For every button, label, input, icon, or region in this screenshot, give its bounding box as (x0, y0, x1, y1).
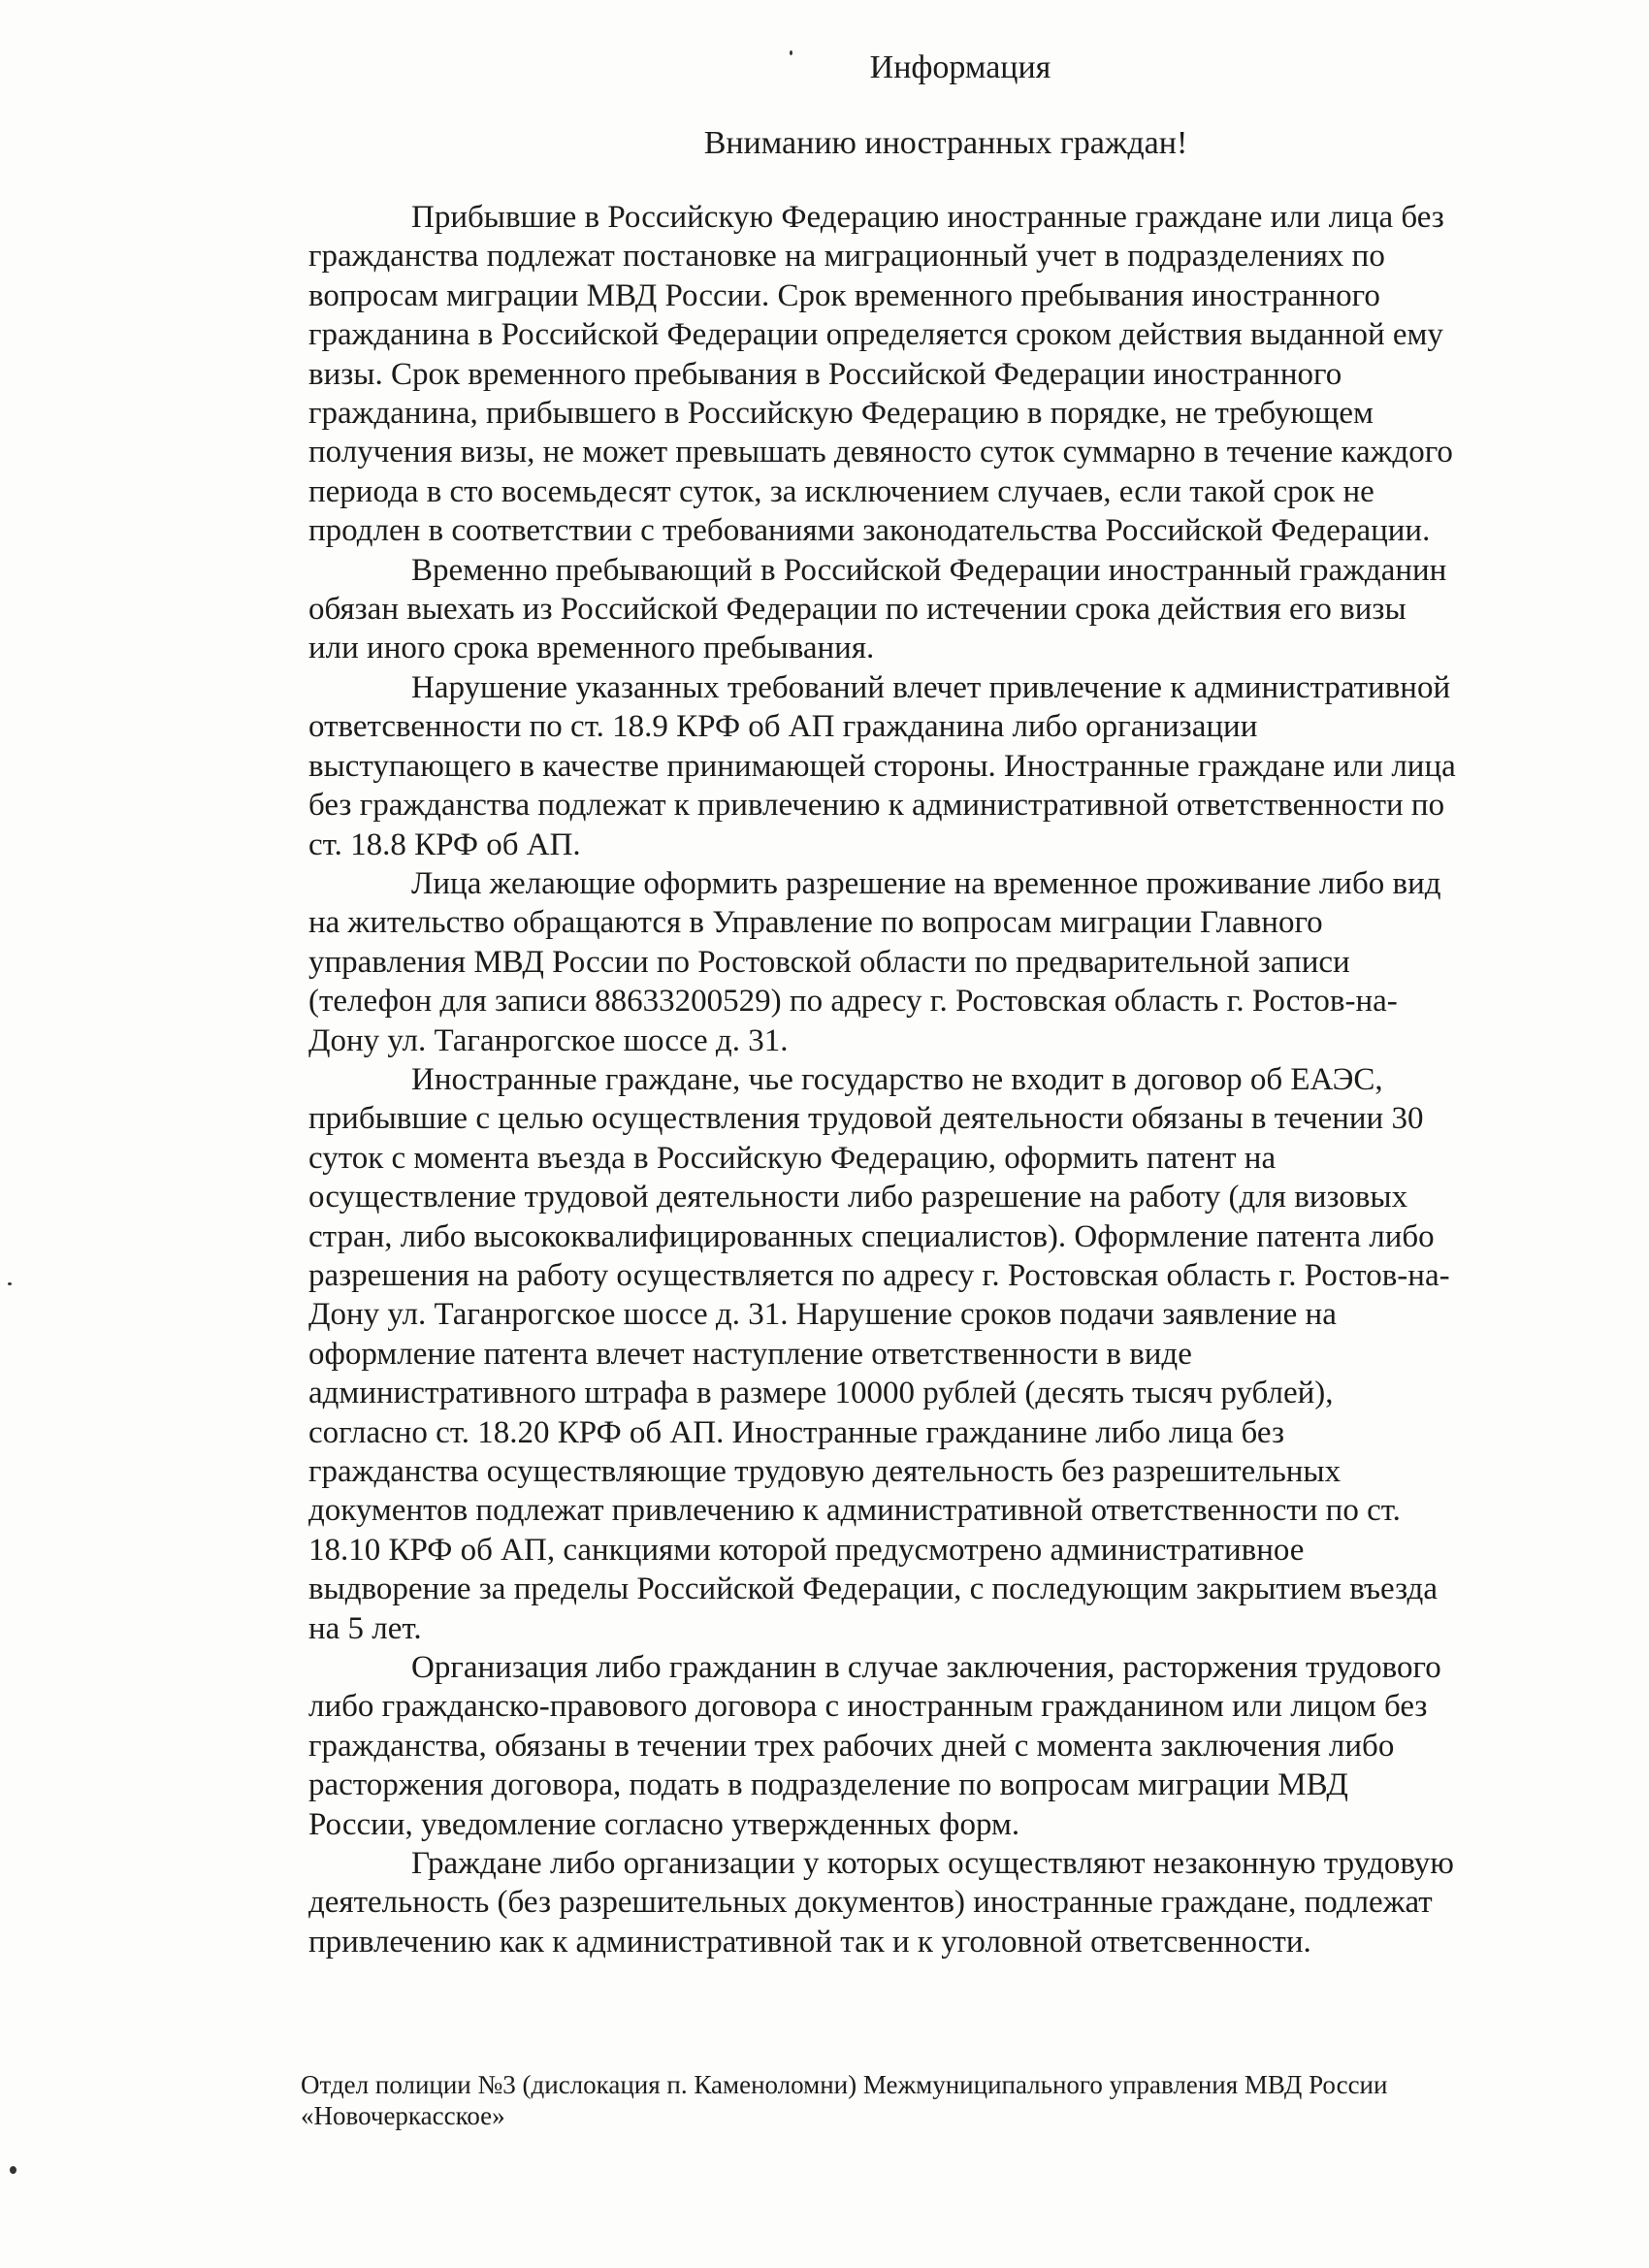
scan-speck-left (8, 1282, 12, 1285)
notice-body (308, 198, 1589, 1961)
scan-speck-bottom-left (10, 2166, 16, 2174)
paragraph-illegal-employment: Граждане либо организации у которых осуществляют незаконную трудовую деятельность (без разрешительных документов) иностранные граждане, подлежат привлечению как к административной так и к уголовной ответсвенности. (308, 1846, 1454, 1960)
page-title: Информация (869, 49, 1051, 85)
paragraph-registration: Прибывшие в Российскую Федерацию иностранные граждане или лица без гражданства подлежат постановке на миграционный учет в подразделениях по вопросам миграции МВД России. Срок временного пребывания иностранного гражданина в Российской Федерации определяется сроком действия выданной ему визы. Срок временного пребывания в Российской Федерации иностранного гражданина, прибывшего в Российскую Федерацию в порядке, не требующем получения визы, не может превышать девяносто суток суммарно в течение каждого периода в сто восемьдесят суток, за исключением случаев, если такой срок не продлен в соответствии с требованиями законодательства Российской Федерации. (308, 200, 1453, 549)
paragraph-violations: Нарушение указанных требований влечет привлечение к административной ответсвенности по ст. 18.9 КРФ об АП гражданина либо организации выступающего в качестве принимающей стороны. Иностранные граждане или лица без гражданства подлежат к привлечению к административной ответственности по ст. 18.8 КРФ об АП. (308, 669, 1456, 862)
paragraph-residence-permit: Лица желающие оформить разрешение на временное проживание либо вид на жительство обращаются в Управление по вопросам миграции Главного управления МВД России по Ростовской области по предварительной записи (телефон для записи 88633200529) по адресу г. Ростовская область г. Ростов-на- Дону ул. Таганрогское шоссе д. 31. (308, 865, 1441, 1058)
paragraph-work-patent: Иностранные граждане, чье государство не входит в договор об ЕАЭС, прибывшие с целью осуществления трудовой деятельности обязаны в течении 30 суток с момента въезда в Российскую Федерацию, оформить патент на осуществление трудовой деятельности либо разрешение на работу (для визовых стран, либо высококвалифицированных специалистов). Оформление патента либо разрешения на работу осуществляется по адресу г. Ростовская область г. Ростов-на- Дону ул. Таганрогское шоссе д. 31. Нарушение сроков подачи заявление на оформление патента влечет наступление ответственности в виде административного штрафа в размере 10000 рублей (десять тысяч рублей), согласно ст. 18.20 КРФ об АП. Иностранные гражданине либо лица без гражданства осуществляющие трудовую деятельность без разрешительных документов подлежат привлечению к административной ответственности по ст. 18.10 КРФ об АП, санкциями которой предусмотрено административное выдворение за пределы Российской Федерации, с последующим закрытием въезда на 5 лет. (308, 1061, 1450, 1646)
paragraph-employer-notification: Организация либо гражданин в случае заключения, расторжения трудового либо гражданско-правового договора с иностранным гражданином или лицом без гражданства, обязаны в течении трех рабочих дней с момента заключения либо расторжения договора, подать в подразделение по вопросам миграции МВД России, уведомление согласно утвержденных форм. (308, 1650, 1441, 1842)
signature: Отдел полиции №3 (дислокация п. Каменоломни) Межмуниципального управления МВД России «Новочеркасское» (301, 2070, 1388, 2130)
paragraph-departure: Временно пребывающий в Российской Федерации иностранный гражданин обязан выехать из Российской Федерации по истечении срока действия его визы или иного срока временного пребывания. (308, 552, 1447, 666)
page-subtitle: Вниманию иностранных граждан! (703, 125, 1188, 161)
